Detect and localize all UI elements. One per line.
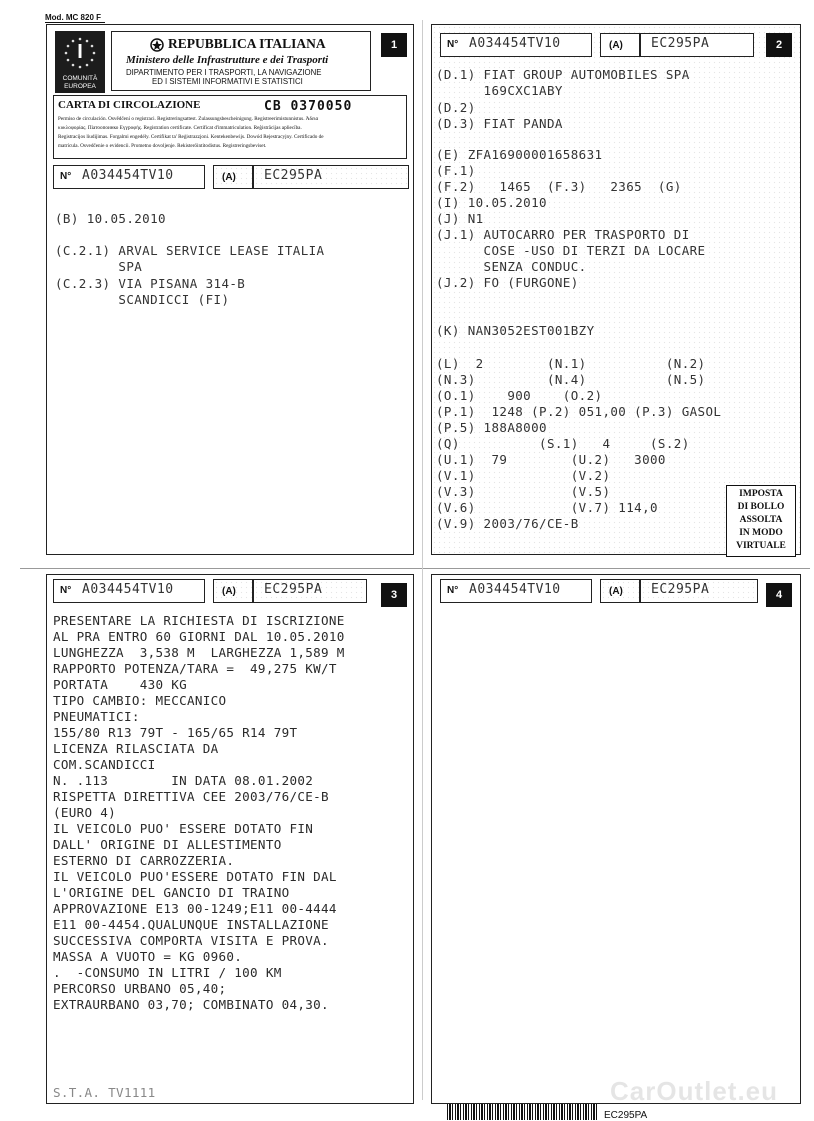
plate-divider	[252, 166, 254, 188]
doc-number-box	[53, 579, 205, 603]
p2-line: (V.6) (V.7) 114,0	[436, 500, 658, 515]
p3-line: PRESENTARE LA RICHIESTA DI ISCRIZIONE	[53, 613, 345, 628]
panel-1	[46, 24, 414, 555]
p3-line: PNEUMATICI:	[53, 709, 140, 724]
plate-divider	[639, 34, 641, 56]
p2-line: (Q) (S.1) 4 (S.2)	[436, 436, 690, 451]
card-title: CARTA DI CIRCOLAZIONE	[58, 99, 201, 111]
doc-number-box	[440, 579, 592, 603]
p2-line: (P.5) 188A8000	[436, 420, 547, 435]
p2-line: (L) 2 (N.1) (N.2)	[436, 356, 706, 371]
plate-divider	[252, 580, 254, 602]
p3-line: APPROVAZIONE E13 00-1249;E11 00-4444	[53, 901, 337, 916]
p2-line: (O.1) 900 (O.2)	[436, 388, 603, 403]
multilang-line-2: κυκλοφορίας. Піатоопоинко Еүүроφής. Registration certificate. Certificat d'immatriculation. Reģistrācijas apliecība.	[58, 125, 302, 131]
department-line-1: DIPARTIMENTO PER I TRASPORTI, LA NAVIGAZIONE	[126, 68, 322, 77]
stamp-line: IN MODO	[739, 528, 783, 538]
watermark: CarOutlet.eu	[610, 1076, 779, 1106]
p3-line: AL PRA ENTRO 60 GIORNI DAL 10.05.2010	[53, 629, 345, 644]
eu-label-1: COMUNITÀ	[62, 75, 98, 82]
p1-line: (C.2.1) ARVAL SERVICE LEASE ITALIA	[55, 243, 325, 258]
plate-box	[213, 579, 367, 603]
p2-line: (V.3) (V.5)	[436, 484, 611, 499]
barcode-icon	[447, 1104, 597, 1120]
p3-line: RAPPORTO POTENZA/TARA = 49,275 KW/T	[53, 661, 337, 676]
stamp-line: IMPOSTA	[739, 489, 783, 499]
panel-1-number: 1	[381, 33, 407, 57]
multilang-line-3: Registracijos liudijimas. Forgalmi engedély. Certifikat ta' Reġistrazzjoni. Kentekenbewijs. Dowód Rejestracyjny. Certificado de	[58, 134, 324, 140]
doc-number-value: A034454TV10	[469, 582, 561, 597]
p3-line: LICENZA RILASCIATA DA	[53, 741, 219, 756]
republic-title: REPUBBLICA ITALIANA	[168, 36, 326, 51]
p1-line: (C.2.3) VIA PISANA 314-B	[55, 276, 246, 291]
eu-flag-icon	[55, 31, 105, 93]
multilang-line-4: matrícula. Osvedčenie o evidencii. Prometno dovoljenje. Rekisteröintitodistus. Registreringsbeviset.	[58, 143, 267, 149]
card-box	[53, 95, 407, 159]
p2-line: (J.1) AUTOCARRO PER TRASPORTO DI	[436, 227, 690, 242]
p3-line: L'ORIGINE DEL GANCIO DI TRAINO	[53, 885, 290, 900]
p3-line: E11 00-4454.QUALUNQUE INSTALLAZIONE	[53, 917, 329, 932]
p2-line: COSE -USO DI TERZI DA LOCARE	[436, 243, 706, 258]
model-code: Mod. MC 820 F	[45, 13, 102, 22]
doc-number-value: A034454TV10	[82, 168, 174, 183]
p1-line: SCANDICCI (FI)	[55, 292, 230, 307]
p2-line: (E) ZFA16900001658631	[436, 147, 603, 162]
barcode-text: EC295PA	[604, 1110, 648, 1121]
tax-stamp	[726, 485, 796, 557]
p3-line: . -CONSUMO IN LITRI / 100 KM	[53, 965, 282, 980]
p2-line: (F.2) 1465 (F.3) 2365 (G)	[436, 179, 682, 194]
p2-line: (D.3) FIAT PANDA	[436, 116, 563, 131]
doc-number-value: A034454TV10	[82, 582, 174, 597]
plate-box	[600, 33, 754, 57]
p2-line: (J.2) FO (FURGONE)	[436, 275, 579, 290]
p3-footer: S.T.A. TV1111	[53, 1085, 156, 1100]
eu-letter: I	[77, 41, 83, 63]
p3-line: LUNGHEZZA 3,538 M LARGHEZZA 1,589 M	[53, 645, 345, 660]
p1-line: (B) 10.05.2010	[55, 211, 166, 226]
fold-line	[422, 20, 423, 1100]
p2-line: (V.1) (V.2)	[436, 468, 611, 483]
p3-line: IL VEICOLO PUO'ESSERE DOTATO FIN DAL	[53, 869, 337, 884]
p3-line: N. .113 IN DATA 08.01.2002	[53, 773, 314, 788]
plate-box	[213, 165, 409, 189]
p3-line: 155/80 R13 79T - 165/65 R14 79T	[53, 725, 298, 740]
p3-line: ESTERNO DI CARROZZERIA.	[53, 853, 235, 868]
stamp-line: ASSOLTA	[739, 515, 783, 525]
doc-number-label: N°	[447, 39, 459, 50]
p2-line: (D.1) FIAT GROUP AUTOMOBILES SPA	[436, 67, 690, 82]
panel-2-number: 2	[766, 33, 792, 57]
p2-line: (N.3) (N.4) (N.5)	[436, 372, 706, 387]
p1-line: SPA	[55, 259, 143, 274]
p2-line: SENZA CONDUC.	[436, 259, 587, 274]
panel-2	[431, 24, 801, 555]
p2-line: (D.2)	[436, 100, 476, 115]
plate-value: EC295PA	[651, 582, 710, 597]
doc-number-value: A034454TV10	[469, 36, 561, 51]
fold-line	[20, 568, 810, 569]
p2-line: (K) NAN3052EST001BZY	[436, 323, 595, 338]
p3-line: PERCORSO URBANO 05,40;	[53, 981, 227, 996]
plate-divider	[639, 580, 641, 602]
p3-line: TIPO CAMBIO: MECCANICO	[53, 693, 227, 708]
plate-box	[600, 579, 758, 603]
department-line-2: ED I SISTEMI INFORMATIVI E STATISTICI	[152, 77, 303, 86]
plate-value: EC295PA	[264, 582, 323, 597]
doc-number-box	[440, 33, 592, 57]
p3-line: MASSA A VUOTO = KG 0960.	[53, 949, 243, 964]
plate-label: (A)	[609, 40, 623, 51]
doc-number-label: N°	[60, 585, 72, 596]
plate-label: (A)	[222, 586, 236, 597]
plate-value: EC295PA	[264, 168, 323, 183]
panel-4-number: 4	[766, 583, 792, 607]
p2-line: (P.1) 1248 (P.2) 051,00 (P.3) GASOL	[436, 404, 722, 419]
top-rule	[45, 22, 105, 23]
multilang-line-1: Permiso de circulación. Osvědčení o registraci. Registreringsattest. Zulassungsbescheinigung. Registreerimistunnistus. Άδεια	[58, 116, 319, 122]
doc-number-label: N°	[447, 585, 459, 596]
p3-line: IL VEICOLO PUO' ESSERE DOTATO FIN	[53, 821, 314, 836]
stamp-line: DI BOLLO	[737, 502, 785, 512]
doc-number-label: N°	[60, 171, 72, 182]
ministry-name: Ministero delle Infrastrutture e dei Trasporti	[126, 54, 329, 66]
p2-line: (U.1) 79 (U.2) 3000	[436, 452, 666, 467]
p2-line: (J) N1	[436, 211, 484, 226]
p2-line: (F.1)	[436, 163, 476, 178]
plate-label: (A)	[609, 586, 623, 597]
p3-line: (EURO 4)	[53, 805, 117, 820]
p3-line: COM.SCANDICCI	[53, 757, 156, 772]
plate-value: EC295PA	[651, 36, 710, 51]
stamp-line: VIRTUALE	[736, 541, 786, 551]
plate-label: (A)	[222, 172, 236, 183]
panel-3-number: 3	[381, 583, 407, 607]
p3-line: EXTRAURBANO 03,70; COMBINATO 04,30.	[53, 997, 329, 1012]
panel-4	[431, 574, 801, 1104]
card-number: CB 0370050	[264, 99, 353, 114]
p3-line: DALL' ORIGINE DI ALLESTIMENTO	[53, 837, 282, 852]
p3-line: RISPETTA DIRETTIVA CEE 2003/76/CE-B	[53, 789, 329, 804]
panel-3	[46, 574, 414, 1104]
doc-number-box	[53, 165, 205, 189]
p2-line: (I) 10.05.2010	[436, 195, 547, 210]
p3-line: PORTATA 430 KG	[53, 677, 187, 692]
p2-line: (V.9) 2003/76/CE-B	[436, 516, 579, 531]
emblem-icon	[150, 37, 164, 51]
eu-label-2: EUROPEA	[64, 83, 96, 90]
ministry-header	[111, 31, 371, 91]
p3-line: SUCCESSIVA COMPORTA VISITA E PROVA.	[53, 933, 329, 948]
p2-line: 169CXC1ABY	[436, 83, 563, 98]
